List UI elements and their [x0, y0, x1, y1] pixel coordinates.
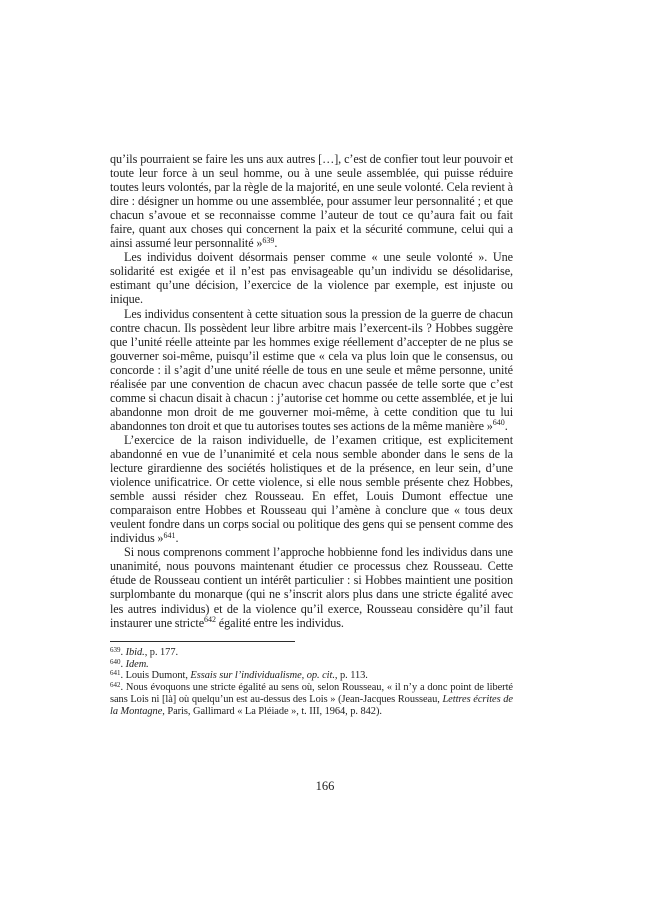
- text-run: .: [120, 658, 126, 670]
- paragraph-quote-continuation: [110, 152, 513, 250]
- paragraph: [110, 250, 513, 306]
- italic-text: Essais sur l’individualisme, op. cit.: [190, 670, 335, 682]
- paragraph: [110, 545, 513, 629]
- text-run: .: [175, 531, 179, 546]
- text-run: , p. 113.: [334, 670, 368, 682]
- footnote-reference: 642: [110, 681, 121, 690]
- footnote-reference: 640: [492, 418, 505, 428]
- text-run: . Louis Dumont,: [120, 670, 191, 682]
- text-run: .: [274, 236, 278, 251]
- text-run: Les individus doivent désormais penser comme « une seule volonté ». Une solidarité est exigée et il n’est pas envisageable qu’un individu se désolidarise, estimant qu’une décision, l’exercice de la violence par exemple, est injuste ou inique.: [110, 250, 513, 307]
- text-run: Les individus consentent à cette situation sous la pression de la guerre de chacun contre chacun. Ils possèdent leur libre arbitre mais l’exercent-ils ? Hobbes suggère que l’unité réelle atteinte par les hommes exige réellement d’accepter de ne plus se gouverner soi-même, puisqu’il estime que « cela va plus loin que le consensus, ou concorde : il s’agit d’une unité réelle de tous en une seule et même personne, unité réalisée par une convention de chacun avec chacun passée de telle sorte que c’est comme si chacun disait à chacun : j’autorise cet homme ou cette assemblée, et je lui abandonne mon droit de me gouverner moi-même, à cette condition que tu lui abandonnes ton droit et que tu autorises toutes ses actions de la même manière »: [110, 306, 513, 433]
- footnote-639: [110, 647, 513, 659]
- text-run: , p. 177.: [144, 646, 179, 658]
- text-run: égalité entre les individus.: [216, 615, 344, 630]
- footnote-640: [110, 659, 513, 671]
- text-run: L’exercice de la raison individuelle, de l’examen critique, est explicitement abandonné en vue de l’unanimité et cela nous semble abonder dans le sens de la lecture girardienne des sociétés holistiques et de la présence, en leur sein, d’une violence unificatrice. Or cette violence, si elle nous semble présente chez Hobbes, semble aussi résider chez Rousseau. En effet, Louis Dumont effectue une comparaison entre Hobbes et Rousseau qui l’amène à conclure que « tous deux veulent fondre dans un corps social ou politique des gens qui se pensent comme des individus »: [110, 432, 513, 546]
- footnote-separator: [110, 641, 295, 642]
- italic-text: Lettres écrites de la Montagne: [110, 694, 513, 718]
- text-run: qu’ils pourraient se faire les uns aux autres […], c’est de confier tout leur pouvoir et toute leur force à un seul homme, ou à une seule assemblée, qui puisse réduire toutes leurs volontés, par la règle de la majorité, en une seule volonté. Cela revient à dire : désigner un homme ou une assemblée, pour assumer leur personnalité ; et que chacun s’avoue et se reconnaisse comme l’auteur de tout ce qu’aura fait ou fait faire, quant aux choses qui concernent la paix et la sécurité commune, celui qui a ainsi assumé leur personnalité »: [110, 152, 513, 251]
- footnote-reference: 639: [110, 645, 121, 654]
- text-run: Si nous comprenons comment l’approche hobbienne fond les individus dans une unanimité, nous pouvons maintenant étudier ce processus chez Rousseau. Cette étude de Rousseau contient un intérêt particulier : si Hobbes maintient une position surplombante du monarque (qui ne s’inscrit alors plus dans une stricte égalité avec les autres individus) et de la violence qu’il exerce, Rousseau considère qu’il faut instaurer une stricte: [110, 545, 513, 630]
- paragraph: [110, 307, 513, 433]
- paragraph: [110, 433, 513, 545]
- footnote-641: [110, 670, 513, 682]
- footnote-reference: 641: [110, 669, 121, 678]
- footnote-reference: 642: [204, 615, 217, 625]
- text-column: [110, 152, 513, 718]
- footnote-reference: 639: [262, 235, 275, 245]
- page-number: 166: [315, 779, 335, 793]
- italic-text: Ibid.: [125, 646, 145, 658]
- footnote-642: [110, 682, 513, 718]
- footnotes-section: [110, 641, 513, 718]
- text-run: . Nous évoquons une stricte égalité au sens où, selon Rousseau, « il n’y a donc point de liberté sans Lois ni [là] où quelqu’un est au-dessus des Lois » (Jean-Jacques Rousseau,: [110, 682, 513, 706]
- text-run: .: [504, 418, 508, 433]
- footnote-reference: 641: [163, 530, 176, 540]
- text-run: .: [120, 646, 126, 658]
- text-run: , Paris, Gallimard « La Pléiade », t. III, 1964, p. 842).: [162, 706, 382, 718]
- footnote-reference: 640: [110, 657, 121, 666]
- italic-text: Idem.: [125, 658, 149, 670]
